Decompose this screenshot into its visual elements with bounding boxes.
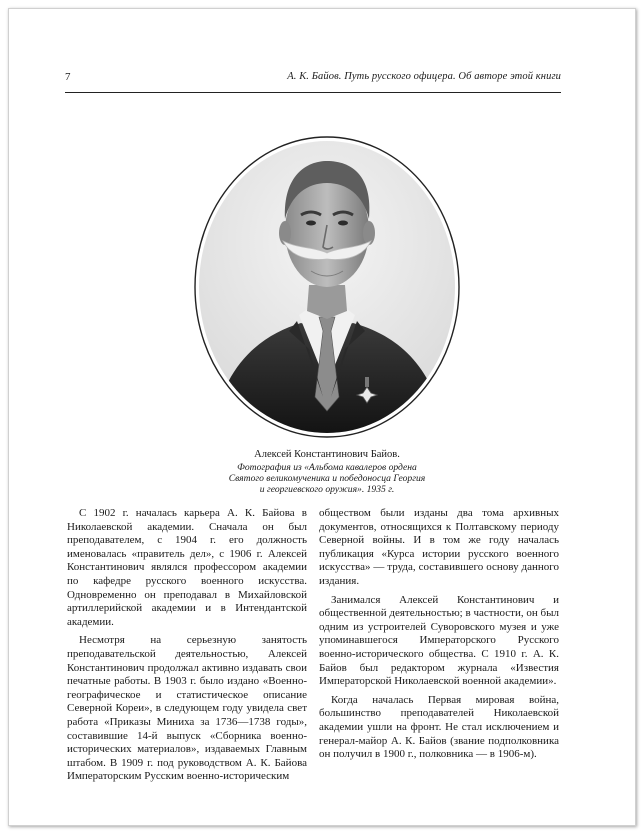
header-rule — [65, 92, 561, 93]
text-column-right — [319, 507, 559, 767]
paragraph: С 1902 г. началась карьера А. К. Байова в Николаевской академии. Сначала он был преподавателем, с 1904 г. его должность именовалась «правитель дел», с 1906 г. Алексей Константинович являлся профессором академии по кафедре русского военного искусства. Одновременно он преподавал в Михайловской артиллерийской академии и в Интендантской академии. — [67, 507, 307, 628]
paragraph: Когда началась Первая мировая война, большинство преподавателей Николаевской академии ушли на фронт. Не стал исключением и генерал-майор А. К. Байов (звание подполковника он получил в 1900 г., полковника — в 1906-м). — [319, 693, 559, 761]
caption-line: Фотография из «Альбома кавалеров ордена — [237, 462, 417, 473]
caption-name: Алексей Константинович Байов. — [254, 449, 400, 460]
page-header — [65, 69, 561, 95]
book-page — [8, 8, 636, 826]
caption-line: Святого великомученика и победоносца Георгия — [228, 473, 426, 484]
portrait-photo — [191, 135, 463, 439]
photo-caption — [169, 449, 485, 495]
paragraph: Занимался Алексей Константинович и общественной деятельностью; в частности, он был одним из устроителей Суворовского музея и уже упоминавшегося Императорского Русского военно-исторического общества. С 1910 г. А. К. Байов был редактором журнала «Известия Императорской Николаевской военной академии». — [319, 593, 559, 688]
paragraph: Несмотря на серьезную занятость преподавательской деятельностью, Алексей Константинович продолжал активно издавать свои печатные работы. В 1903 г. было издано «Военно-географическое и статистическое описание Северной Кореи», в следующем году увидела свет работа «Приказы Миниха за 1736—1738 годы», составившие 14-й выпуск «Сборника военно-исторических материалов», издаваемых Главным штабом. В 1909 г. под руководством А. К. Байова Императорским Русским военно-историческим — [67, 634, 307, 783]
text-column-left — [67, 507, 307, 789]
running-title: А. К. Байов. Путь русского офицера. Об авторе этой книги — [287, 71, 561, 82]
caption-line: и георгиевского оружия». 1935 г. — [259, 484, 395, 495]
paragraph: обществом были изданы два тома архивных документов, относящихся к Полтавскому периоду Северной войны. И в том же году началась публикация «Курса истории русского военного искусства» — труда, составившего основу данного издания. — [319, 507, 559, 587]
page-number: 7 — [65, 71, 71, 83]
